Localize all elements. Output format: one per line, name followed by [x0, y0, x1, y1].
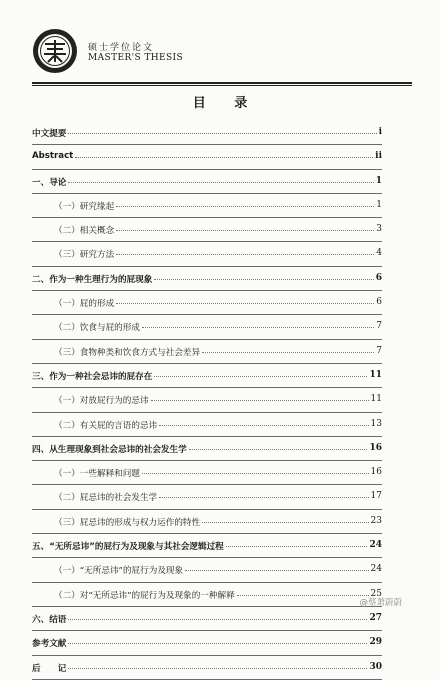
toc-page-number: 23	[370, 515, 382, 526]
toc-entry-label: 四、从生理现象到社会忌讳的社会发生学	[32, 444, 187, 455]
degree-title-chinese: 硕士学位论文	[88, 43, 155, 53]
degree-title-english: MASTER'S THESIS	[88, 53, 184, 63]
toc-entry-label: 五、“无所忌讳”的屁行为及现象与其社会逻辑过程	[32, 542, 224, 553]
toc-entry-label: 六、结语	[32, 614, 67, 625]
toc-dot-leader	[189, 449, 367, 450]
toc-page-number: 1	[375, 175, 382, 186]
toc-entry-label: 二、作为一种生理行为的屁现象	[32, 274, 153, 285]
toc-page-number: 7	[376, 321, 382, 332]
toc-entry[interactable]	[32, 388, 382, 412]
toc-dot-leader	[159, 425, 369, 426]
header-rule	[32, 82, 412, 84]
toc-page-number: 4	[376, 248, 382, 259]
toc-page-number: 24	[370, 564, 382, 575]
toc-entry[interactable]	[32, 461, 382, 485]
toc-entry[interactable]	[32, 121, 382, 145]
toc-page-number: 7	[376, 345, 382, 356]
toc-entry-label: （三）食物种类和饮食方式与社会差异	[54, 347, 201, 358]
toc-page-number: 17	[370, 491, 382, 502]
toc-entry[interactable]	[32, 170, 382, 194]
toc-dot-leader	[202, 352, 374, 353]
toc-entry-label: （二）饮食与屁的形成	[54, 323, 140, 334]
toc-dot-leader	[116, 230, 374, 231]
toc-page-number: ii	[375, 151, 382, 162]
toc-dot-leader	[226, 546, 367, 547]
header-rule-thin	[32, 85, 412, 86]
toc-entry-label: Abstract	[32, 151, 74, 162]
toc-dot-leader	[154, 279, 374, 280]
toc-page-number: 3	[376, 224, 382, 235]
page-title: 目 录	[192, 96, 260, 111]
toc-entry[interactable]	[32, 485, 382, 509]
toc-entry[interactable]	[32, 194, 382, 218]
toc-dot-leader	[68, 668, 367, 669]
toc-entry-label: （一）“无所忌讳”的屁行为及现象	[54, 566, 184, 577]
toc-dot-leader	[68, 182, 374, 183]
toc-page-number: 30	[369, 661, 382, 672]
toc-entry[interactable]	[32, 510, 382, 534]
toc-entry[interactable]	[32, 631, 382, 655]
toc-dot-leader	[68, 643, 367, 644]
toc-page-number: 29	[369, 637, 382, 648]
toc-entry[interactable]	[32, 340, 382, 364]
toc-entry[interactable]	[32, 607, 382, 631]
toc-dot-leader	[185, 570, 369, 571]
toc-entry[interactable]	[32, 437, 382, 461]
toc-entry[interactable]	[32, 558, 382, 582]
toc-entry-label: （一）屁的形成	[54, 299, 115, 310]
toc-entry-label: （一）研究缘起	[54, 201, 115, 212]
watermark: @蔡萧蔚蔚	[359, 598, 402, 608]
toc-dot-leader	[159, 497, 369, 498]
toc-entry-label: 参考文献	[32, 639, 67, 650]
toc-page-number: 6	[375, 272, 382, 283]
toc-entry[interactable]	[32, 413, 382, 437]
toc-page-number: 6	[376, 297, 382, 308]
toc-entry[interactable]	[32, 291, 382, 315]
toc-page-number: 11	[369, 369, 382, 380]
university-seal-logo	[32, 28, 78, 74]
toc-dot-leader	[142, 473, 369, 474]
toc-entry-label: （二）屁忌讳的社会发生学	[54, 493, 158, 504]
toc-page-number: 1	[376, 199, 382, 210]
toc-entry-label: 三、作为一种社会忌讳的屁存在	[32, 371, 153, 382]
toc-entry[interactable]	[32, 315, 382, 339]
toc-entry[interactable]	[32, 218, 382, 242]
toc-page-number: 24	[369, 540, 382, 551]
toc-entry[interactable]	[32, 534, 382, 558]
toc-entry-label: （二）有关屁的言语的忌讳	[54, 420, 158, 431]
toc-page-number: i	[378, 127, 382, 137]
toc-page-number: 16	[370, 467, 382, 478]
toc-entry[interactable]	[32, 364, 382, 388]
toc-entry-label: （一）对放屁行为的忌讳	[54, 396, 149, 407]
toc-entry-label: （三）屁忌讳的形成与权力运作的特性	[54, 517, 201, 528]
toc-dot-leader	[116, 206, 374, 207]
toc-dot-leader	[202, 522, 369, 523]
toc-entry[interactable]	[32, 583, 382, 607]
toc-page-number: 25	[370, 588, 382, 599]
toc-entry[interactable]	[32, 656, 382, 680]
toc-entry-label: 一、导论	[32, 177, 67, 188]
toc-dot-leader	[75, 157, 373, 158]
toc-dot-leader	[68, 133, 377, 134]
toc-entry-label: （三）研究方法	[54, 250, 115, 261]
toc-entry-label: 后 记	[32, 663, 67, 674]
toc-dot-leader	[151, 400, 369, 401]
toc-page-number: 27	[369, 612, 382, 623]
toc-entry[interactable]	[32, 242, 382, 266]
toc-dot-leader	[237, 595, 369, 596]
toc-entry-label: （二）对“无所忌讳”的屁行为及现象的一种解释	[54, 590, 235, 601]
table-of-contents	[32, 121, 382, 680]
toc-dot-leader	[154, 376, 367, 377]
toc-entry-label: （二）相关概念	[54, 226, 115, 237]
toc-page-number: 16	[369, 442, 382, 453]
toc-entry[interactable]	[32, 267, 382, 291]
toc-page-number: 13	[370, 418, 382, 429]
toc-dot-leader	[116, 303, 374, 304]
toc-dot-leader	[68, 619, 367, 620]
toc-dot-leader	[116, 254, 374, 255]
toc-entry-label: 中文提要	[32, 129, 67, 139]
toc-entry-label: （一）一些解释和问题	[54, 469, 140, 480]
toc-dot-leader	[142, 327, 374, 328]
toc-entry[interactable]	[32, 145, 382, 169]
thesis-header	[32, 28, 412, 76]
toc-page-number: 11	[370, 394, 382, 405]
